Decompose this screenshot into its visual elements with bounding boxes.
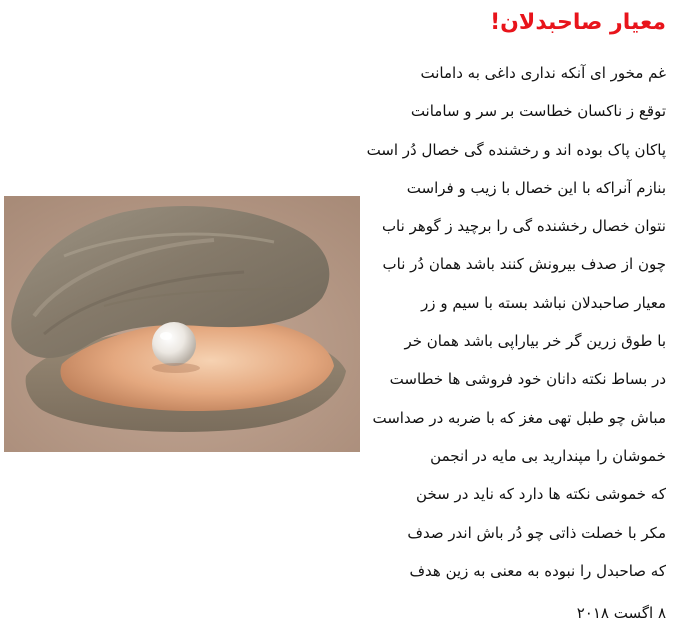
verse-line: چون از صدف بیرونش کنند باشد همان دُر ناب	[382, 255, 666, 274]
verse-line: که صاحبدل را نبوده به معنی به زین هدف	[409, 561, 666, 580]
verse-line: توقع ز ناکسان خطاست بر سر و سامانت	[410, 102, 666, 121]
verse-line: مباش چو طبل تهی مغز که با ضربه در صداست	[372, 408, 666, 427]
verse-line: خموشان را مپندارید بی مایه در انجمن	[430, 446, 666, 465]
verse-line: مکر با خصلت ذاتی چو دُر باش اندر صدف	[407, 523, 666, 542]
verse-line: پاکان پاک بوده اند و رخشنده گی خصال دُر است	[366, 140, 666, 159]
publish-date: ۸ اگست ۲۰۱۸	[576, 604, 666, 622]
verse-line: نتوان خصال رخشنده گی را برچید ز گوهر ناب	[381, 217, 666, 236]
verse-line: غم مخور ای آنکه نداری داغی به دامانت	[420, 64, 666, 82]
verse-line: بنازم آنراکه با این خصال با زیب و فراست	[406, 178, 666, 197]
verse-line: معیار صاحبدلان نباشد بسته با سیم و زر	[421, 293, 666, 312]
poem-body	[366, 54, 666, 590]
article-title: معیار صاحبدلان!	[490, 10, 666, 35]
verse-line: با طوق زرین گر خر بیاراپی باشد همان خر	[404, 332, 666, 351]
pearl-oyster-photo	[4, 196, 360, 452]
verse-line: در بساط نکته دانان خود فروشی ها خطاست	[389, 370, 666, 389]
verse-line: که خموشی نکته ها دارد که ناید در سخن	[416, 485, 666, 504]
